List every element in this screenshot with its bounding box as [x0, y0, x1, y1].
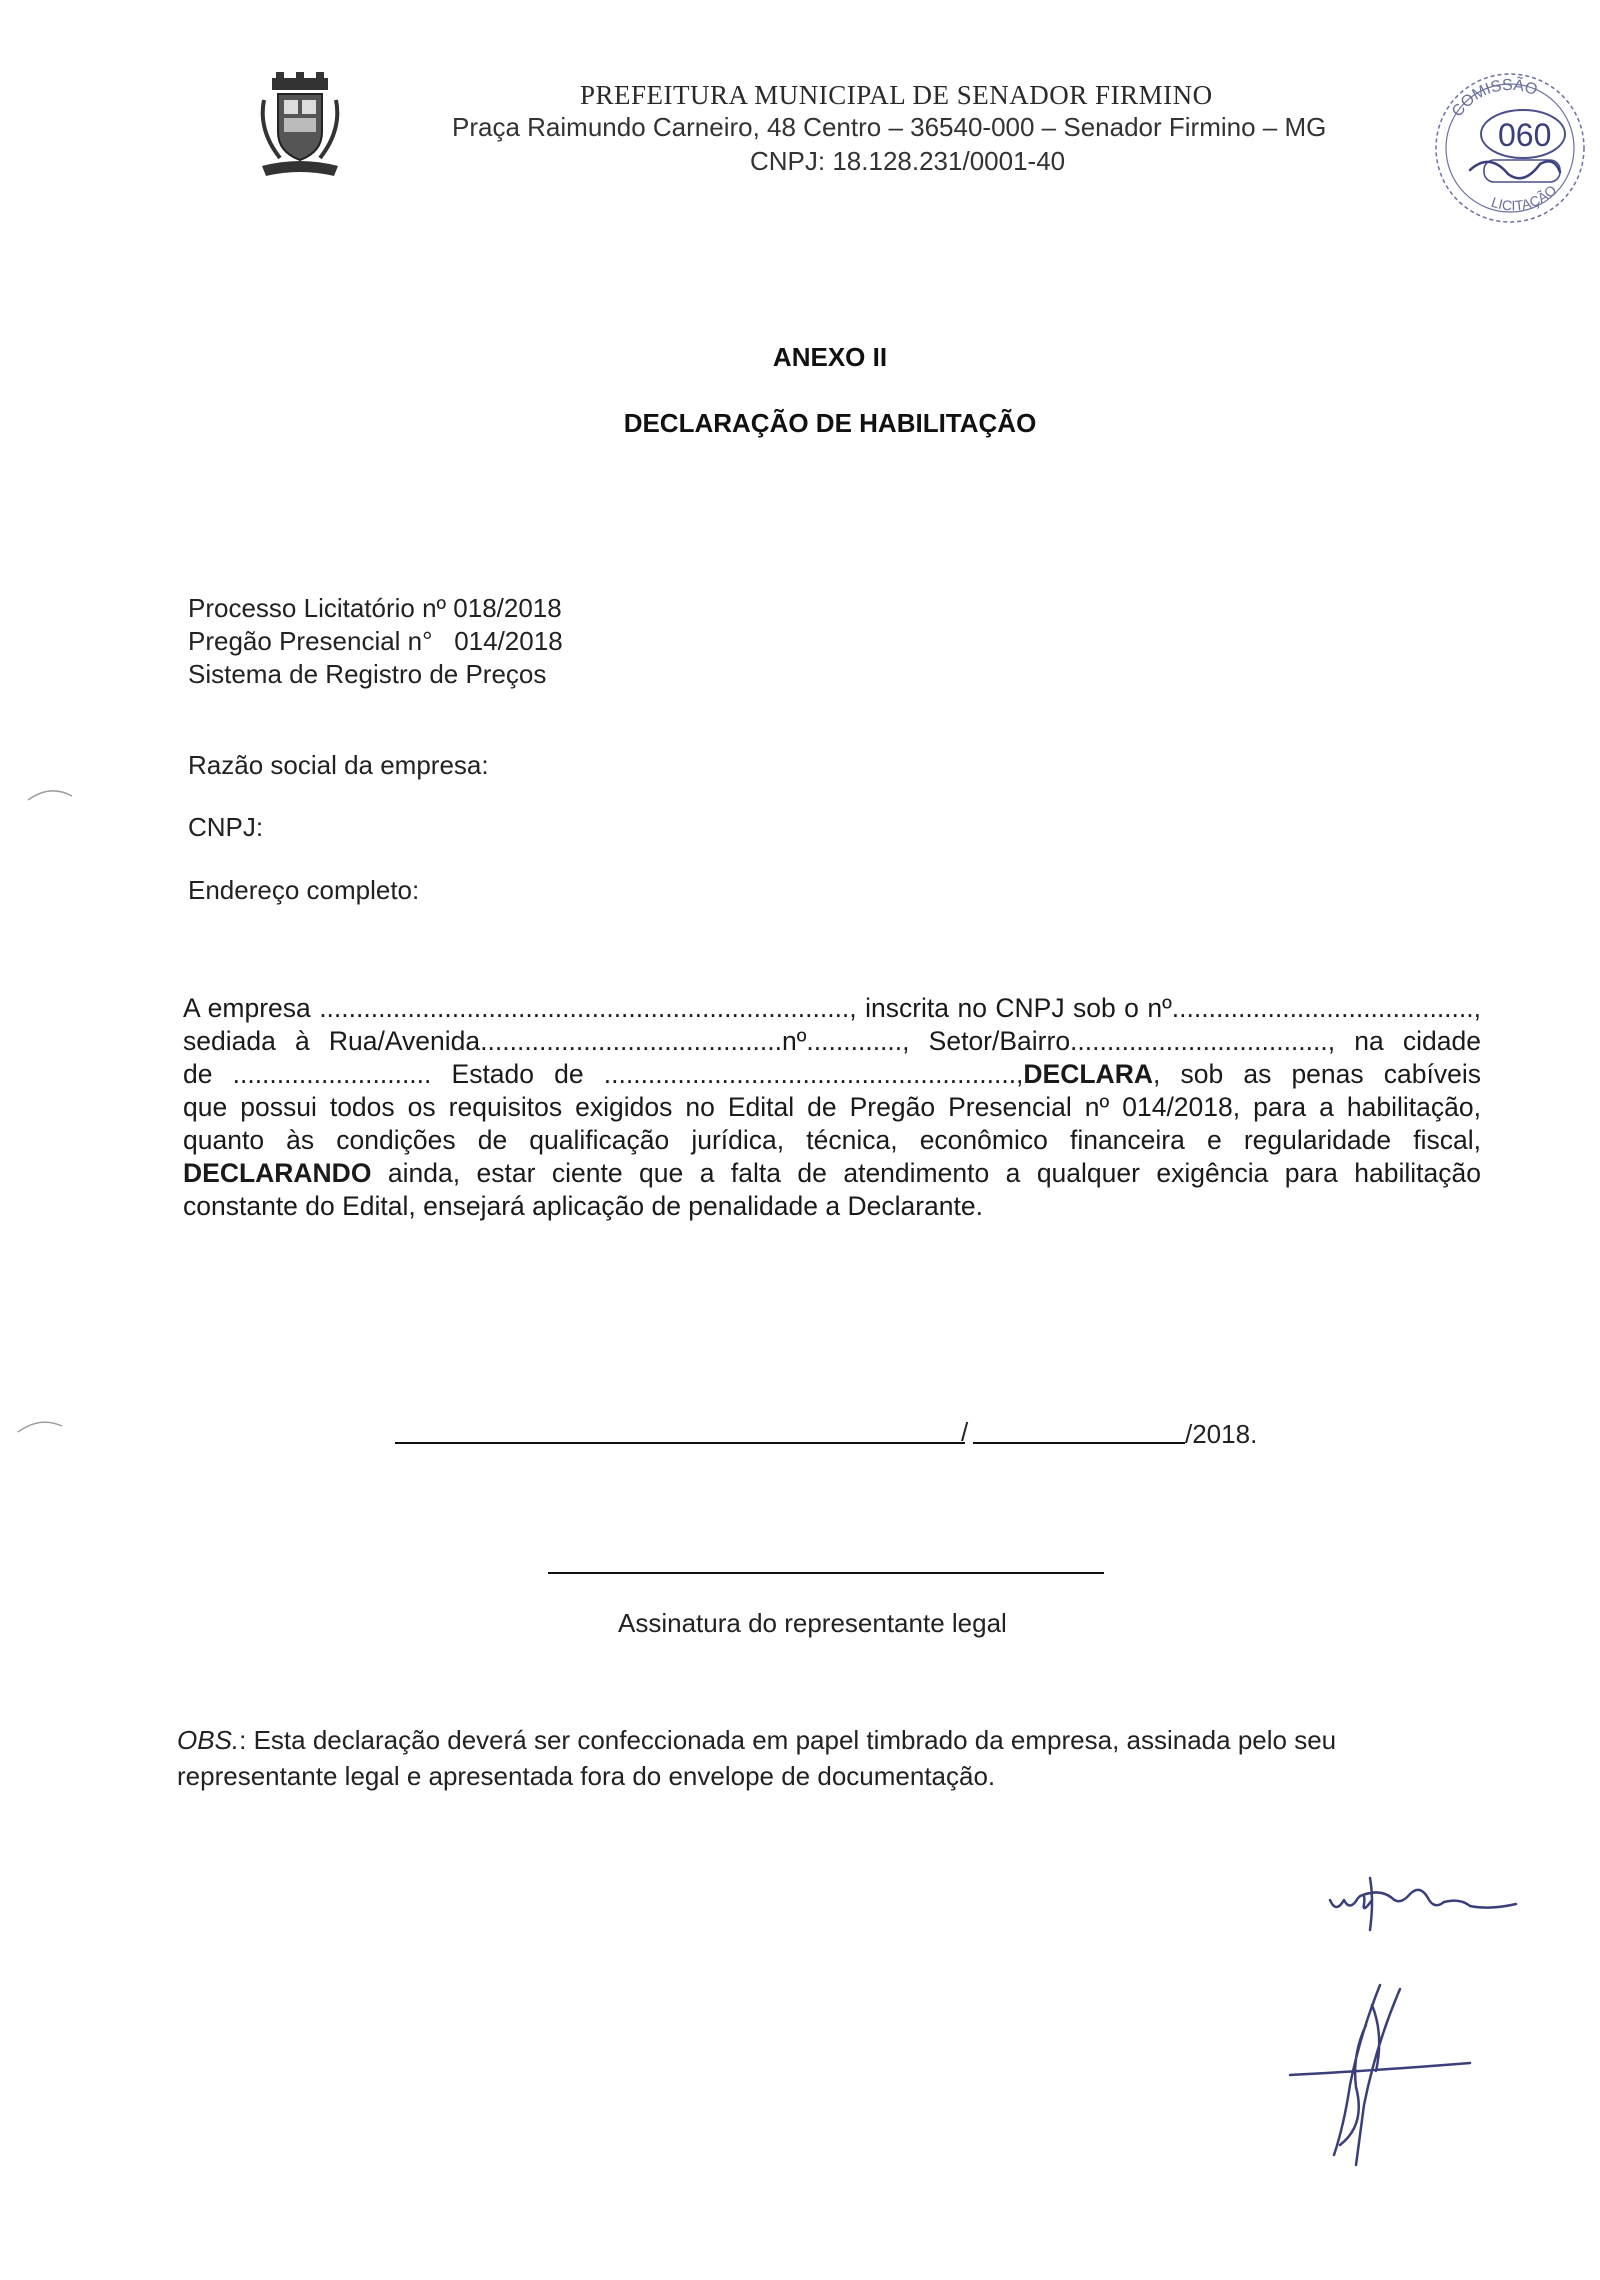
obs-text: : Esta declaração deverá ser confeccionada em papel timbrado da empresa, assinada pelo seu representante legal e apresentada fora do envelope de documentação. [177, 1725, 1337, 1791]
municipality-address: Praça Raimundo Carneiro, 48 Centro – 36540-000 – Senador Firmino – MG [452, 112, 1327, 142]
process-info [188, 592, 563, 691]
date-month-line [973, 1442, 1185, 1444]
declaration-line: DECLARANDO ainda, estar ciente que a falta de atendimento a qualquer exigência para habilitação [183, 1158, 1481, 1188]
date-separator: / [961, 1417, 969, 1447]
declaration-line: de ........................... Estado de ........................................................,DECLARA, sob as penas cabíveis [183, 1059, 1481, 1089]
date-year: /2018. [1185, 1419, 1258, 1449]
commission-stamp [1420, 60, 1600, 235]
margin-mark [20, 780, 80, 810]
declaration-line: que possui todos os requisitos exigidos no Edital de Pregão Presencial nº 014/2018, para a habilitação, [183, 1092, 1481, 1122]
stamp-bottom-text: LICITAÇÃO [1489, 181, 1560, 214]
declaration-line: A empresa ........................................................................, inscrita no CNPJ sob o nº........................................., [183, 993, 1481, 1023]
annex-heading: ANEXO II [772, 342, 888, 372]
full-address-label: Endereço completo: [188, 875, 420, 905]
process-number: Processo Licitatório nº 018/2018 [188, 593, 562, 623]
cnpj-label: CNPJ: [188, 812, 264, 842]
signature-line [548, 1572, 1104, 1574]
declaration-line: constante do Edital, ensejará aplicação de penalidade a Declarante. [183, 1191, 983, 1221]
municipality-title: PREFEITURA MUNICIPAL DE SENADOR FIRMINO [580, 80, 1213, 110]
obs-prefix: OBS. [177, 1725, 240, 1755]
handwritten-signature [1280, 1975, 1480, 2175]
declara-bold: DECLARA [1023, 1059, 1153, 1089]
svg-text:LICITAÇÃO [1489, 182, 1559, 214]
coat-of-arms-logo [250, 70, 350, 185]
handwritten-initials [1320, 1850, 1520, 1950]
declaration-paragraph [183, 992, 1481, 1223]
declarando-bold: DECLARANDO [183, 1158, 372, 1188]
svg-text:COMISSÃO [1449, 74, 1540, 120]
observation-note [177, 1722, 1427, 1794]
stamp-top-text: COMISSÃO [1448, 76, 1540, 121]
company-name-label: Razão social da empresa: [188, 750, 489, 780]
auction-number: Pregão Presencial n° 014/2018 [188, 626, 563, 656]
margin-mark [10, 1410, 70, 1440]
declaration-line: sediada à Rua/Avenida.........................................nº............., Setor/Bairro..................................., na cidade [183, 1026, 1481, 1056]
price-registry-system: Sistema de Registro de Preços [188, 659, 547, 689]
date-day-month-line [395, 1442, 965, 1444]
document-title: DECLARAÇÃO DE HABILITAÇÃO [623, 408, 1037, 438]
declaration-line: quanto às condições de qualificação jurídica, técnica, econômico financeira e regularidade fiscal, [183, 1125, 1481, 1155]
signature-label: Assinatura do representante legal [618, 1608, 1007, 1638]
municipality-cnpj: CNPJ: 18.128.231/0001-40 [750, 146, 1066, 176]
stamp-number: 060 [1498, 117, 1552, 153]
